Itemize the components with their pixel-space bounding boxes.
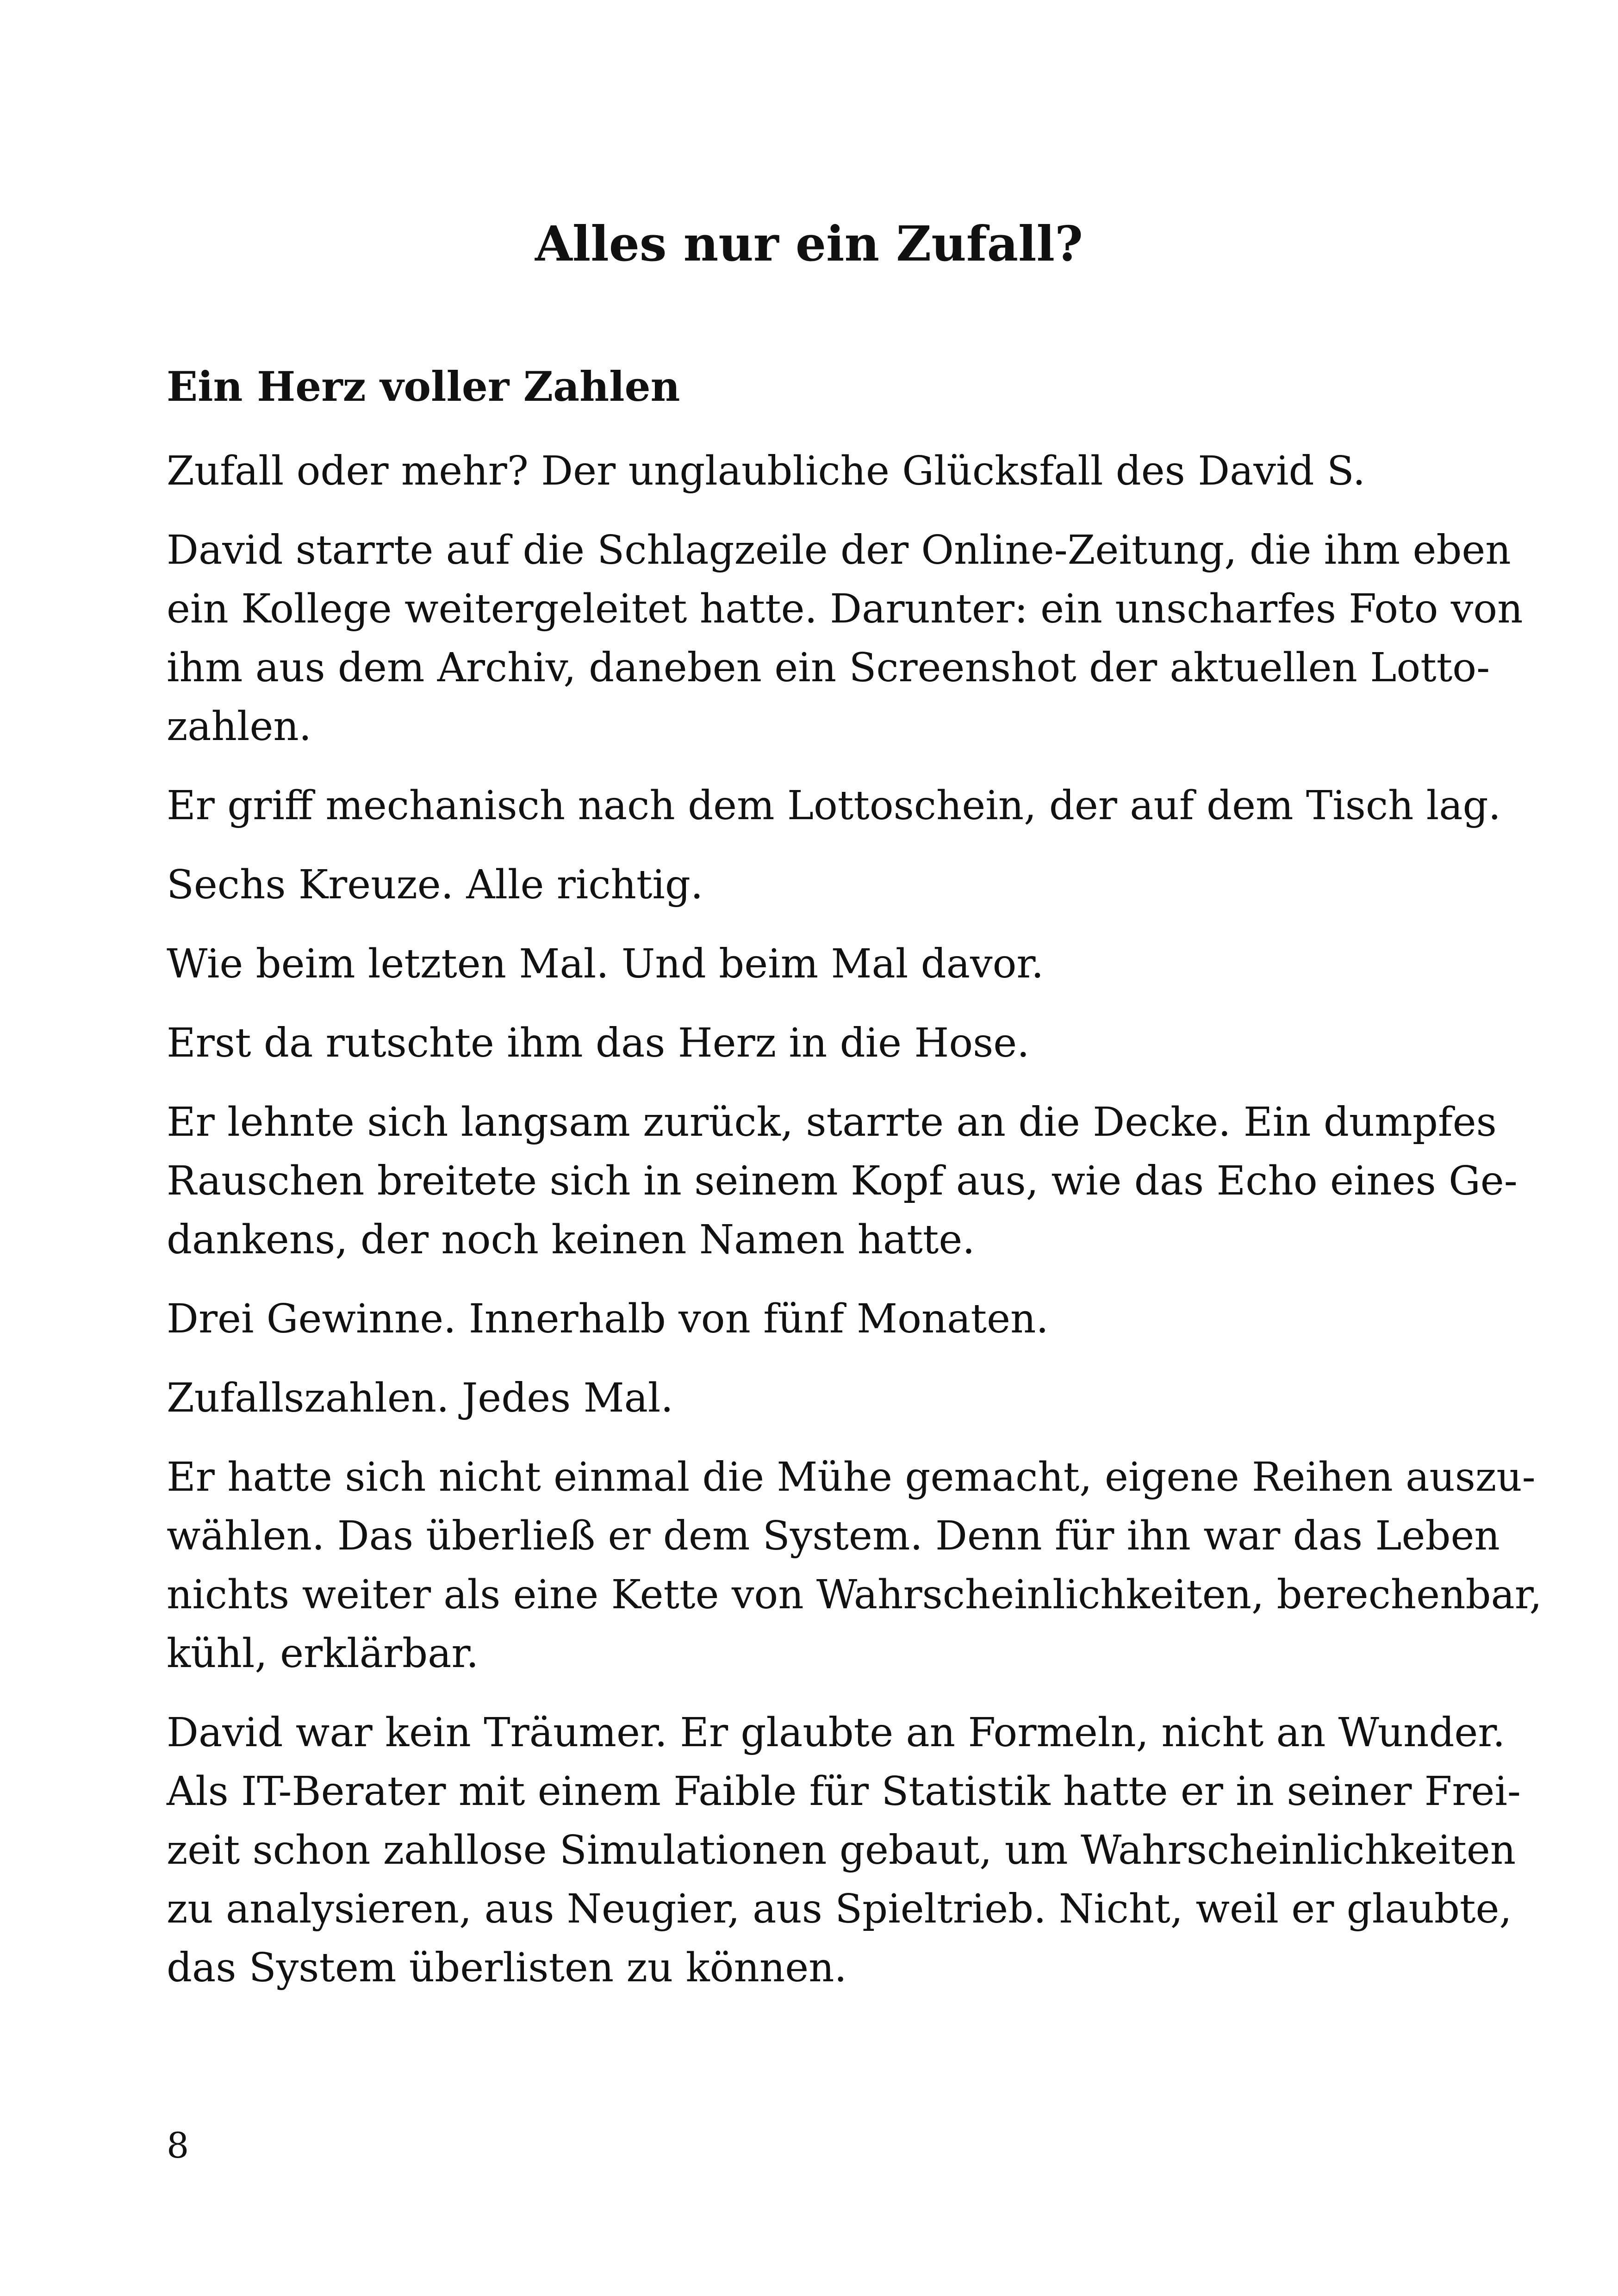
text-line: Er lehnte sich langsam zurück, starrte an die Decke. Ein dumpfes bbox=[167, 1099, 1497, 1145]
paragraph bbox=[167, 1290, 1454, 1349]
section-heading: Ein Herz voller Zahlen bbox=[167, 362, 680, 411]
text-line: dankens, der noch keinen Namen hatte. bbox=[167, 1217, 975, 1263]
text-line: David starrte auf die Schlagzeile der Online-Zeitung, die ihm eben bbox=[167, 527, 1511, 573]
text-line: ein Kollege weitergeleitet hatte. Darunter: ein unscharfes Foto von bbox=[167, 586, 1523, 632]
paragraph bbox=[167, 1369, 1454, 1428]
paragraph bbox=[167, 1093, 1518, 1269]
paragraph bbox=[167, 521, 1523, 756]
paragraph bbox=[167, 1704, 1521, 1997]
text-line: zahlen. bbox=[167, 703, 312, 750]
text-line: wählen. Das überließ er dem System. Denn für ihn war das Leben bbox=[167, 1513, 1500, 1559]
paragraph bbox=[167, 1014, 1454, 1073]
text-line: nichts weiter als eine Kette von Wahrscheinlichkeiten, berechenbar, bbox=[167, 1572, 1542, 1618]
paragraph bbox=[167, 777, 1501, 835]
text-line: Zufallszahlen. Jedes Mal. bbox=[167, 1375, 673, 1421]
text-line: Als IT-Berater mit einem Faible für Statistik hatte er in seiner Frei- bbox=[167, 1768, 1521, 1815]
text-line: Er hatte sich nicht einmal die Mühe gemacht, eigene Reihen auszu- bbox=[167, 1454, 1536, 1500]
paragraph bbox=[167, 935, 1454, 994]
text-line: zeit schon zahllose Simulationen gebaut, um Wahrscheinlichkeiten bbox=[167, 1827, 1516, 1873]
text-line: zu analysieren, aus Neugier, aus Spieltrieb. Nicht, weil er glaubte, bbox=[167, 1886, 1512, 1932]
text-line: David war kein Träumer. Er glaubte an Formeln, nicht an Wunder. bbox=[167, 1710, 1506, 1756]
text-line: Wie beim letzten Mal. Und beim Mal davor. bbox=[167, 941, 1044, 987]
text-line: Erst da rutschte ihm das Herz in die Hose. bbox=[167, 1020, 1030, 1066]
text-line: das System überlisten zu können. bbox=[167, 1945, 847, 1991]
text-line: Zufall oder mehr? Der unglaubliche Glücksfall des David S. bbox=[167, 448, 1366, 494]
paragraph bbox=[167, 1448, 1542, 1683]
chapter-title: Alles nur ein Zufall? bbox=[535, 215, 1083, 272]
text-line: Drei Gewinne. Innerhalb von fünf Monaten. bbox=[167, 1296, 1049, 1342]
text-line: Er griff mechanisch nach dem Lottoschein, der auf dem Tisch lag. bbox=[167, 783, 1501, 829]
body-text bbox=[167, 442, 1542, 2018]
text-line: kühl, erklärbar. bbox=[167, 1630, 479, 1677]
text-line: Sechs Kreuze. Alle richtig. bbox=[167, 862, 703, 908]
text-line: ihm aus dem Archiv, daneben ein Screenshot der aktuellen Lotto- bbox=[167, 645, 1490, 691]
paragraph bbox=[167, 856, 1454, 915]
text-line: Rauschen breitete sich in seinem Kopf aus, wie das Echo eines Ge- bbox=[167, 1158, 1518, 1204]
paragraph bbox=[167, 442, 1454, 501]
page-number: 8 bbox=[167, 2125, 189, 2166]
